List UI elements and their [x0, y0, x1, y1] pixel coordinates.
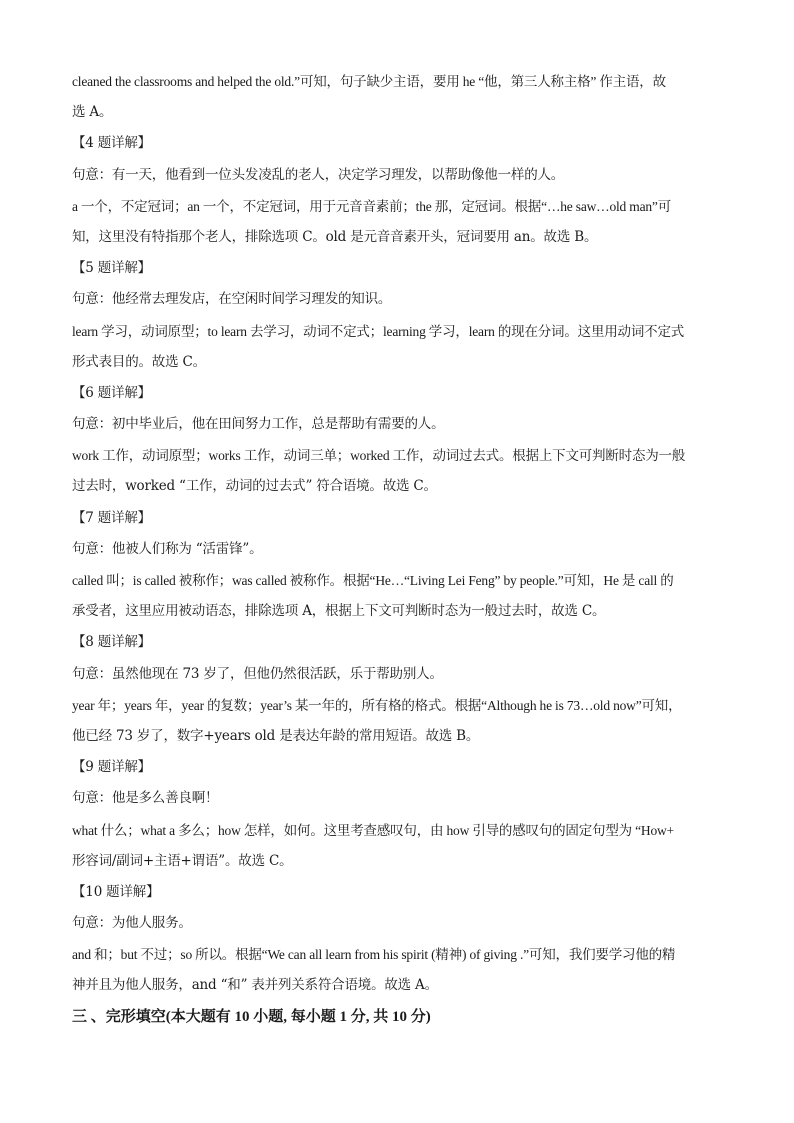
question-heading: 【5 题详解】 [72, 260, 151, 277]
section-title: 三 、完形填空(本大题有 10 小题, 每小题 1 分, 共 10 分) [72, 1008, 431, 1025]
text-line: 知，这里没有特指那个老人，排除选项 C。old 是元音音素开头，冠词要用 an。故选 B。 [72, 228, 598, 245]
text-line: 句意：他被人们称为 “活雷锋”。 [72, 540, 263, 557]
text-line: 句意：他是多么善良啊！ [72, 790, 219, 807]
text-line: 过去时，worked “工作，动词的过去式” 符合语境。故选 C。 [72, 478, 437, 495]
text-line: called 叫；is called 被称作；was called 被称作。根据“He…“Living Lei Feng” by people.”可知，He 是 call 的 [72, 573, 674, 588]
question-heading: 【7 题详解】 [72, 509, 151, 526]
text-line: what 什么；what a 多么；how 怎样，如何。这里考查感叹句，由 how 引导的感叹句的固定句型为 “How+ [72, 822, 674, 838]
question-heading: 【10 题详解】 [72, 883, 160, 900]
text-line: 神并且为他人服务，and “和” 表并列关系符合语境。故选 A。 [72, 977, 438, 994]
text-line: cleaned the classrooms and helped the old.”可知，句子缺少主语，要用 he “他，第三人称主格” 作主语，故 [72, 74, 666, 89]
text-line: 句意：他经常去理发店，在空闲时间学习理发的知识。 [72, 291, 392, 308]
text-line: and 和；but 不过；so 所以。根据“We can all learn from his spirit (精神) of giving .”可知，我们要学习他的精 [72, 947, 676, 963]
text-line: 他已经 73 岁了，数字+years old 是表达年龄的常用短语。故选 B。 [72, 727, 480, 744]
text-line: learn 学习，动词原型；to learn 去学习，动词不定式；learning 学习，learn 的现在分词。这里用动词不定式 [72, 323, 685, 339]
question-heading: 【4 题详解】 [72, 135, 151, 152]
text-line: work 工作，动词原型；works 工作，动词三单；worked 工作，动词过去式。根据上下文可判断时态为一般 [72, 448, 686, 464]
question-heading: 【9 题详解】 [72, 759, 151, 776]
text-line: 形式表目的。故选 C。 [72, 353, 206, 370]
text-line: 形容词/副词+主语+谓语”。故选 C。 [72, 852, 293, 869]
document-page [72, 66, 724, 1033]
text-line: a 一个，不定冠词；an 一个，不定冠词，用于元音音素前；the 那，定冠词。根据“…he saw…old man”可 [72, 198, 672, 214]
text-line: 句意：为他人服务。 [72, 915, 192, 932]
text-line: 句意：虽然他现在 73 岁了，但他仍然很活跃，乐于帮助别人。 [72, 665, 443, 682]
text-line: 承受者，这里应用被动语态，排除选项 A，根据上下文可判断时态为一般过去时，故选 C。 [72, 603, 606, 620]
text-line: 句意：有一天，他看到一位头发凌乱的老人，决定学习理发，以帮助像他一样的人。 [72, 166, 565, 183]
text-line: 句意：初中毕业后，他在田间努力工作，总是帮助有需要的人。 [72, 416, 445, 433]
question-heading: 【6 题详解】 [72, 384, 151, 401]
text-line: year 年；years 年，year 的复数；year’s 某一年的，所有格的格式。根据“Although he is 73…old now”可知， [72, 697, 682, 713]
question-heading: 【8 题详解】 [72, 634, 151, 651]
text-line: 选 A。 [72, 104, 113, 121]
